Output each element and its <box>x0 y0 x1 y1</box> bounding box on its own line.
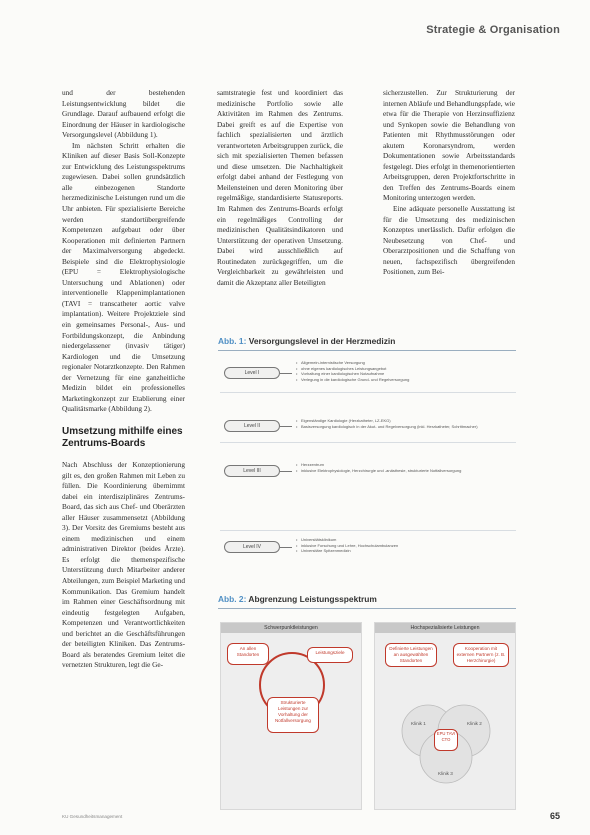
level-2-description <box>296 418 516 429</box>
connector-line <box>280 547 292 548</box>
box-defined-services: Definierte Leistungen an ausgewählten Standorten <box>385 643 437 667</box>
text-column-3 <box>383 88 515 278</box>
level-4-description <box>296 537 516 554</box>
level-item: • Vorhaltung einer kardiologischen Notaufnahme <box>296 371 516 377</box>
paragraph: Im nächsten Schritt erhalten die Kliniken auf dieser Basis Soll-Konzepte zur Entwicklung des Leistungsspektrums zugewiesen. Dabei sollen grundsätzlich alle einbezogenen Standorte herzmedizinische Leistungen rund um die Uhr anbieten. Für spezialisierte Bereiche werden standortübergreifende Kompetenzen aufgebaut oder über Kooperationen mit definierten Partnern der Maximalversorgung abgedeckt. Beispiele sind die Elektrophysiologie (EPU = Elektrophysiologische Untersuchung und Ablationen) oder interventionelle Klappenimplantationen (TAVI = transcatheter aortic valve implantation). Weitere Projektziele sind ein gemeinsames Personal-, Aus- und Fortbildungskonzept, die Anbindung niedergelassener (invasiv tätiger) Kardiologen und die Umsetzung regionaler Notarztkonzepte. Den Rahmen der Vernetzung für eine ganzheitliche Medizin bildet ein professionelles Marketingkonzept zur Etablierung einer Qualitätsmarke (Abbildung 2). <box>62 140 185 414</box>
level-item: • Eigenständige Kardiologie (Herzkatheter, LZ-EKG) <box>296 418 516 424</box>
level-4-box: Level IV <box>224 541 280 553</box>
paragraph: Nach Abschluss der Konzeptionierung gilt es, den großen Rahmen mit Leben zu füllen. Die Koordinierung übernimmt dabei ein interdisziplinäres Zentrums-Board, das sich aus Chef- und Oberärzten aller Häuser zusammensetzt (Abbildung 3). Der Vorsitz des Gremiums besteht aus einem medizinischen und einem administrativen Direktor (beides Ärzte). Es erfolgt die themenspezifische Unterstützung durch Mitarbeiter anderer Abteilungen, zum Beispiel Marketing und Kommunikation. Das Gremium handelt im Rahmen einer Geschäftsordnung mit eindeutig festgelegten Aufgaben, Kompetenzen und Verantwortlichkeiten und berichtet an die Geschäftsführungen der beteiligten Kliniken. Das Zentrums-Board als beratendes Gremium leitet die vernetzten Strukturen, legt die Ge- <box>62 459 186 670</box>
level-separator <box>220 442 516 443</box>
paragraph: samtstrategie fest und koordiniert das medizinische Portfolio sowie alle Aktivitäten im Rahmen des Zentrums. Dabei greift es auf die Expertise von fachlich spezialisierten und ärztlich verantworteten Arbeitsgruppen zurück, die sich mit spezialisierten Themen befassen und diese umsetzen. Die Nachhaltigkeit erfolgt dabei anhand der Festlegung von Meilensteinen und deren Monitoring über regelmäßige, standardisierte Statusreports. Im Rahmen des Zentrums-Boards erfolgt ein regelmäßiges Controlling der medizinischen Qualitätsindikatoren und Unterstützung der operativen Umsetzung. Dabei wird ausschließlich auf Routinedaten zurückgegriffen, um die Vergleichbarkeit zu gewährleisten und damit die Akzeptanz aller Beteiligten <box>217 88 343 287</box>
box-center-specialties: EPU TAVI CTO <box>434 729 458 751</box>
paragraph: Eine adäquate personelle Ausstattung ist für die Umsetzung des medizinischen Konzeptes unerlässlich. Dafür erfolgen die Neubesetzung von Chef- und Oberarztpositionen und die Schaffung von neuen, fachspezifisch übergreifenden Positionen, zum Bei- <box>383 204 515 277</box>
box-all-sites: An allen Standorten <box>227 643 269 665</box>
footer-publication: KU Gesundheitsmanagement <box>62 814 123 819</box>
level-item: • inklusive Elektrophysiologie, Herzchirurgie und -anästhesie, strukturierte Notfallversorgung <box>296 468 516 474</box>
figure-1-number: Abb. 1: <box>218 336 247 346</box>
left-panel-heading: Schwerpunktleistungen <box>221 623 361 633</box>
figure-1-rule <box>218 350 516 351</box>
section-header: Strategie & Organisation <box>426 24 560 36</box>
level-item: • ohne eigenes kardiologisches Leistungsangebot <box>296 366 516 372</box>
text-column-1 <box>62 88 185 671</box>
level-separator <box>220 392 516 393</box>
level-item: • inklusive Forschung und Lehre, Hochschulambulanzen <box>296 543 516 549</box>
level-separator <box>220 530 516 531</box>
text-column-2 <box>217 88 343 288</box>
venn-label-2: Klinik 2 <box>467 721 482 726</box>
connector-line <box>280 471 292 472</box>
box-structured-services: Strukturierte Leistungen zur Vorhaltung der Notfallversorgung <box>267 697 319 733</box>
level-1-box: Level I <box>224 367 280 379</box>
paragraph: sicherzustellen. Zur Strukturierung der internen Abläufe und Behandlungspfade, wie etwa für die Therapie von Herzinsuffizienz und Synkopen sowie die Behandlung von Patienten mit Rhythmusstörungen oder akutem Koronarsyndrom, werden Dokumentationen sowie Arbeitsstandards festgelegt. Dies erfolgt in themenorientierten Arbeitsgruppen, deren Projektfortschritte in den Treffen des Zentrums-Boards einem Monitoring unterzogen werden. <box>383 88 515 203</box>
right-panel-heading: Hochspezialisierte Leistungen <box>375 623 515 633</box>
level-item: • Universitätsklinikum <box>296 537 516 543</box>
figure-2-caption: Abgrenzung Leistungsspektrum <box>248 594 377 604</box>
level-1-description <box>296 360 516 382</box>
figure-2-rule <box>218 608 516 609</box>
level-3-box: Level III <box>224 465 280 477</box>
figure-1-caption: Versorgungslevel in der Herzmedizin <box>248 336 396 346</box>
section-heading: Umsetzung mithilfe eines Zentrums-Boards <box>62 425 183 449</box>
level-item: • Universitäre Spitzenmedizin <box>296 548 516 554</box>
level-item: • Basisversorgung kardiologisch in der Akut- und Regelversorgung (inkl. Herzkatheter, Schrittmacher) <box>296 424 516 430</box>
figure-2-title <box>218 594 377 604</box>
paragraph: und der bestehenden Leistungsentwicklung bildet die Grundlage. Darauf aufbauend erfolgt die Einordnung der Häuser in kardiologische Versorgungslevel (Abbildung 1). <box>62 88 185 140</box>
box-external-partners: Kooperation mit externen Partnern (z. B. Herzchirurgie) <box>453 643 509 667</box>
figure-1-title <box>218 336 395 346</box>
box-service-goals: Leistungsziele <box>307 647 353 663</box>
figure-2-number: Abb. 2: <box>218 594 247 604</box>
level-3-description <box>296 462 516 473</box>
level-item: • Herzzentrum <box>296 462 516 468</box>
level-2-box: Level II <box>224 420 280 432</box>
level-item: • Verlegung in die kardiologische Grund- und Regelversorgung <box>296 377 516 383</box>
page-number: 65 <box>549 811 560 821</box>
venn-label-1: Klinik 1 <box>411 721 426 726</box>
level-item: • Allgemein-internistische Versorgung <box>296 360 516 366</box>
venn-label-3: Klinik 3 <box>438 771 453 776</box>
right-panel <box>374 622 516 810</box>
connector-line <box>280 426 292 427</box>
left-panel <box>220 622 362 810</box>
connector-line <box>280 373 292 374</box>
